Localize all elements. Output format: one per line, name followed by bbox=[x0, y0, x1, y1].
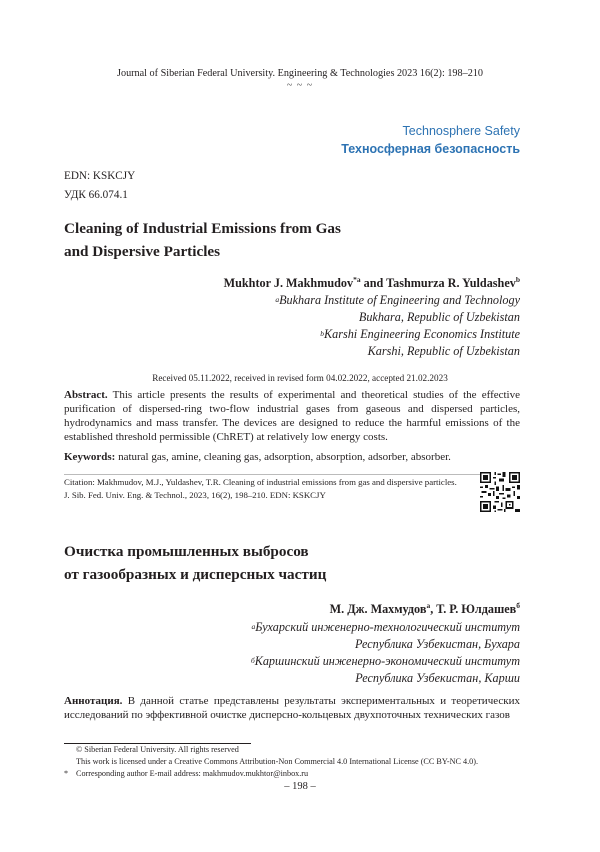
affiliations-ru bbox=[251, 619, 520, 687]
affiliation-line: Республика Узбекистан, Бухара bbox=[354, 637, 520, 651]
abstract-text: This article presents the results of experimental and theoretical studies of the effective purification of dispersed-ring two-flow industrial gases from gaseous and dispersed particles, hydrodynamics and mass transfer. The devices are designed to reduce the harmful emissions of the established threshold permissible (ChRET) at relatively low energy costs. bbox=[64, 389, 520, 444]
author-2-marker: b bbox=[515, 275, 520, 284]
journal-running-header: Journal of Siberian Federal University. Engineering & Technologies 2023 16(2): 198–210 bbox=[117, 68, 483, 79]
abstract-ru bbox=[64, 694, 520, 722]
keywords-label: Keywords: bbox=[64, 451, 116, 463]
affiliation-line: $^a$Bukhara Institute of Engineering and Technology bbox=[275, 293, 520, 307]
title-en-line-1: Cleaning of Industrial Emissions from Gas bbox=[64, 220, 341, 237]
affiliation-line: Республика Узбекистан, Карши bbox=[355, 671, 520, 685]
udk-code: УДК 66.074.1 bbox=[64, 189, 128, 201]
authors-en bbox=[224, 276, 520, 291]
authors-ru bbox=[330, 602, 520, 617]
author-2-name-ru: Т. Р. Юлдашев bbox=[436, 602, 517, 616]
affiliations-en bbox=[275, 292, 520, 360]
affiliation-line: $^а$Бухарский инженерно-технологический институт bbox=[251, 620, 520, 634]
title-en-line-2: and Dispersive Particles bbox=[64, 243, 221, 260]
author-and: and bbox=[360, 276, 387, 290]
abstract-label: Abstract. bbox=[64, 389, 108, 401]
license-note: This work is licensed under a Creative Commons Attribution-Non Commercial 4.0 International License (CC BY-NC 4.0). bbox=[76, 757, 479, 766]
article-title-ru bbox=[64, 540, 326, 586]
author-2-name: Tashmurza R. Yuldashev bbox=[386, 276, 516, 290]
keywords-text: natural gas, amine, cleaning gas, adsorption, absorption, adsorber, absorber. bbox=[115, 451, 451, 463]
corresponding-author-note: Corresponding author E-mail address: makhmudov.mukhtor@inbox.ru bbox=[76, 769, 309, 778]
title-ru-line-2: от газообразных и дисперсных частиц bbox=[64, 566, 327, 583]
qr-code[interactable] bbox=[480, 472, 520, 512]
citation bbox=[64, 476, 480, 502]
author-2-marker-ru: б bbox=[516, 601, 520, 610]
section-title-ru: Техносферная безопасность bbox=[341, 142, 520, 156]
author-1-name-ru: М. Дж. Махмудов bbox=[329, 602, 427, 616]
affiliation-line: Karshi, Republic of Uzbekistan bbox=[367, 344, 520, 358]
affiliation-line: Bukhara, Republic of Uzbekistan bbox=[358, 310, 520, 324]
author-1-marker: *a bbox=[353, 275, 361, 284]
copyright-note: © Siberian Federal University. All rights reserved bbox=[76, 745, 239, 754]
author-1-marker-ru: а bbox=[426, 601, 431, 610]
citation-line-2: J. Sib. Fed. Univ. Eng. & Technol., 2023, 16(2), 198–210. EDN: KSKCJY bbox=[64, 490, 326, 500]
affiliation-line: $^b$Karshi Engineering Economics Institute bbox=[320, 327, 520, 341]
header-ornament: ~ ~ ~ bbox=[286, 80, 314, 91]
citation-line-1: Citation: Makhmudov, M.J., Yuldashev, T.R. Cleaning of industrial emissions from gas and dispersive particles. bbox=[64, 477, 457, 487]
affiliation-line: $^б$Каршинский инженерно-экономический институт bbox=[250, 654, 520, 668]
keywords-en bbox=[64, 450, 520, 464]
section-title-en: Technosphere Safety bbox=[402, 124, 520, 138]
corresponding-mark: * bbox=[64, 769, 69, 778]
title-ru-line-1: Очистка промышленных выбросов bbox=[64, 543, 309, 560]
author-1-name: Mukhtor J. Makhmudov bbox=[223, 276, 354, 290]
received-dates: Received 05.11.2022, received in revised form 04.02.2022, accepted 21.02.2023 bbox=[152, 373, 448, 383]
abstract-text-ru: В данной статье представлены результаты экспериментальных и теоретических исследований по эффективной очистке дисперсно-кольцевых двухпоточных технических газов bbox=[64, 695, 520, 722]
edn-code: EDN: KSKCJY bbox=[64, 170, 136, 182]
author-separator-ru: , bbox=[430, 602, 437, 616]
page-number: – 198 – bbox=[284, 781, 316, 792]
article-title-en bbox=[64, 217, 341, 263]
abstract-label-ru: Аннотация. bbox=[64, 695, 123, 707]
abstract-en bbox=[64, 388, 520, 444]
